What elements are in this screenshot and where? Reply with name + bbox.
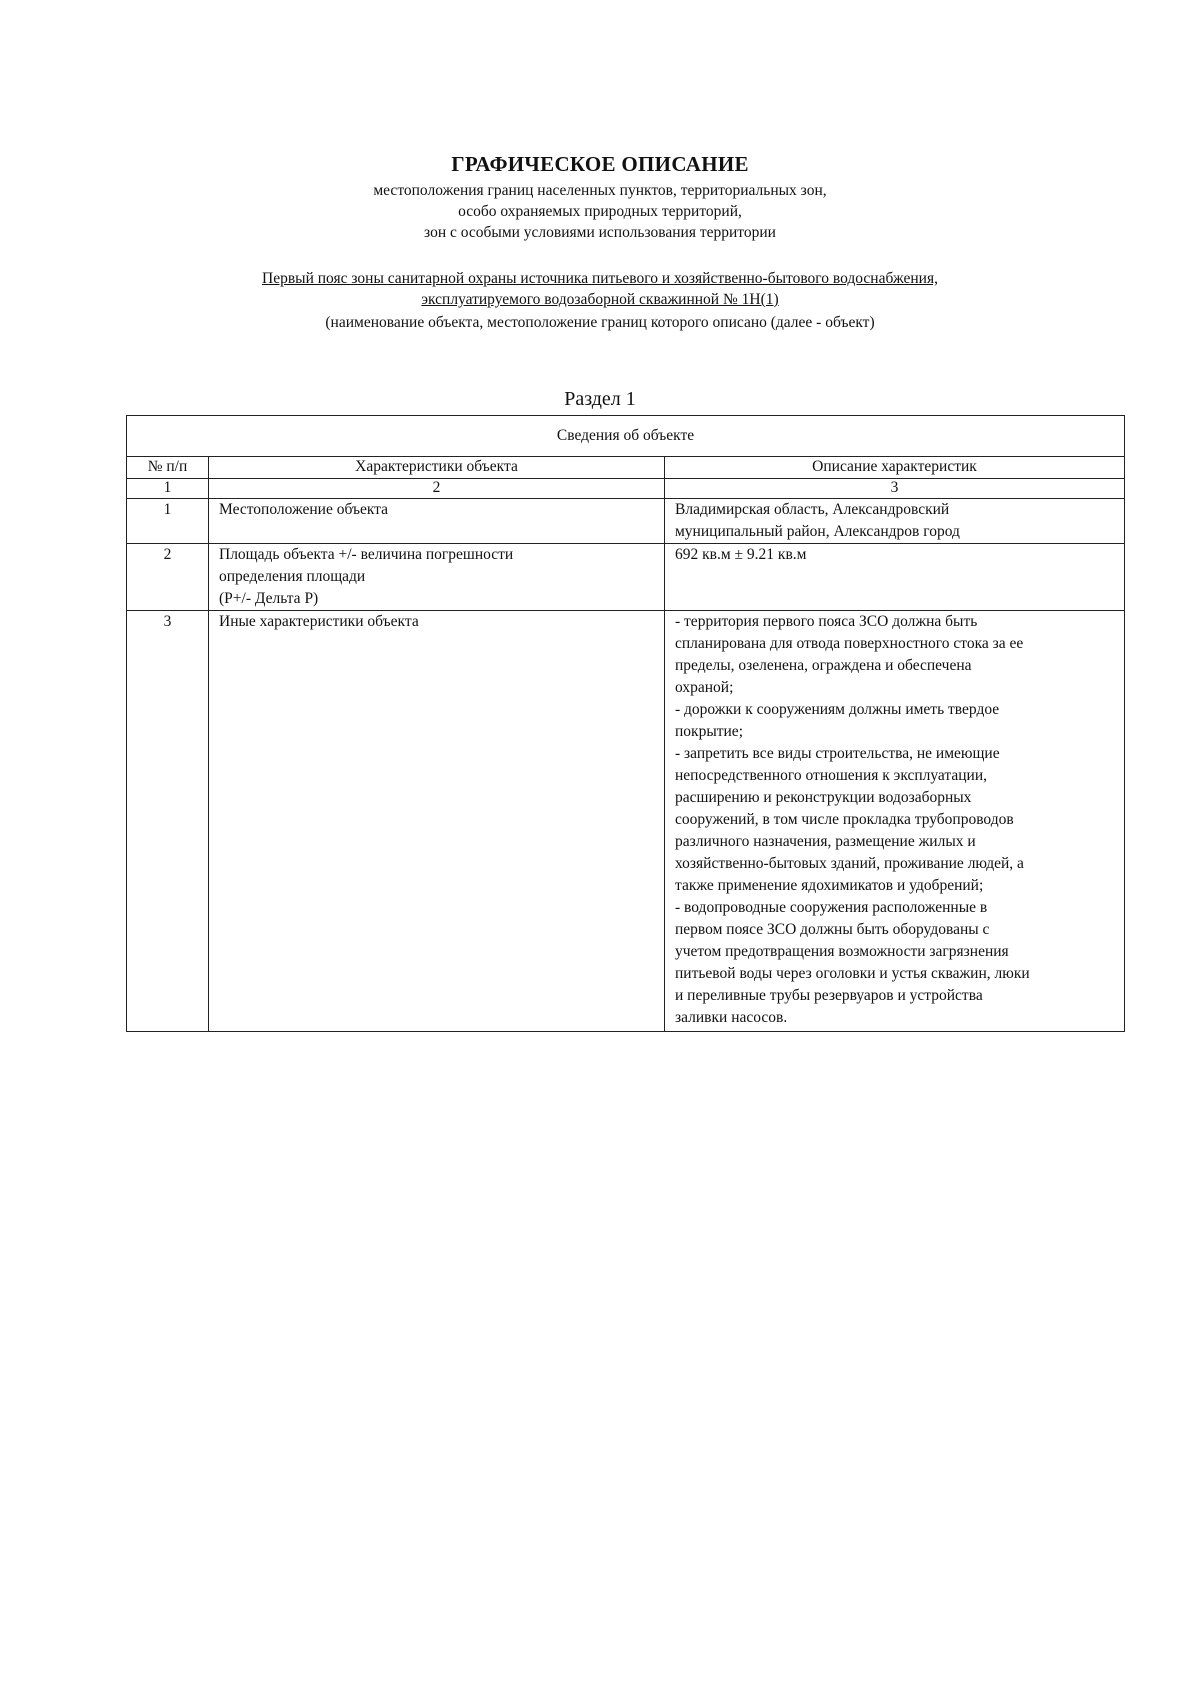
column-number-3: 3: [665, 479, 1125, 499]
object-name-text-2: эксплуатируемого водозаборной скважинной № 1Н(1): [421, 291, 779, 308]
description-line: также применение ядохимикатов и удобрений;: [675, 877, 984, 894]
characteristic-line: Площадь объекта +/- величина погрешности: [219, 546, 514, 563]
description-line: питьевой воды через оголовки и устья скважин, люки: [675, 965, 1030, 982]
description-line: - водопроводные сооружения расположенные в: [675, 899, 988, 916]
description-line: непосредственного отношения к эксплуатации,: [675, 767, 988, 784]
description-line: первом поясе ЗСО должны быть оборудованы с: [675, 921, 990, 938]
row-characteristic: [209, 544, 665, 611]
subtitle-line-1: местоположения границ населенных пунктов, территориальных зон,: [373, 182, 827, 199]
table-header: Сведения об объекте: [127, 416, 1125, 457]
description-line: - дорожки к сооружениям должны иметь твердое: [675, 701, 1000, 718]
object-name-caption: (наименование объекта, местоположение границ которого описано (далее - объект): [325, 314, 875, 331]
row-characteristic: Местоположение объекта: [209, 499, 665, 544]
description-line: расширению и реконструкции водозаборных: [675, 789, 972, 806]
description-line: различного назначения, размещение жилых и: [675, 833, 976, 850]
row-number: 3: [127, 611, 209, 1032]
description-line: спланирована для отвода поверхностного стока за ее: [675, 635, 1024, 652]
description-line: муниципальный район, Александров город: [675, 523, 960, 540]
description-line: сооружений, в том числе прокладка трубопроводов: [675, 811, 1014, 828]
object-name-line-2: [0, 289, 1200, 310]
object-name-text-1: Первый пояс зоны санитарной охраны источника питьевого и хозяйственно-бытового водоснабжения,: [262, 270, 938, 287]
row-description: [665, 611, 1125, 1032]
object-name-line-1: [0, 268, 1200, 289]
table-header-row: [127, 416, 1125, 457]
characteristic-line: определения площади: [219, 568, 366, 585]
description-line: заливки насосов.: [675, 1009, 788, 1026]
column-header-number: № п/п: [127, 457, 209, 479]
column-numbers-row: [127, 479, 1125, 499]
table-row: [127, 499, 1125, 544]
column-number-1: 1: [127, 479, 209, 499]
description-line: 692 кв.м ± 9.21 кв.м: [675, 546, 807, 563]
description-line: хозяйственно-бытовых зданий, проживание людей, а: [675, 855, 1024, 872]
column-header-description: Описание характеристик: [665, 457, 1125, 479]
characteristic-line: (Р+/- Дельта Р): [219, 590, 319, 607]
subtitle-line-2: особо охраняемых природных территорий,: [458, 203, 742, 220]
description-line: пределы, озеленена, ограждена и обеспечена: [675, 657, 972, 674]
row-description: [665, 499, 1125, 544]
document-title: ГРАФИЧЕСКОЕ ОПИСАНИЕ: [451, 152, 749, 176]
row-number: 2: [127, 544, 209, 611]
row-number: 1: [127, 499, 209, 544]
description-line: и переливные трубы резервуаров и устройства: [675, 987, 983, 1004]
table-row: [127, 611, 1125, 1032]
description-line: учетом предотвращения возможности загрязнения: [675, 943, 1009, 960]
column-number-2: 2: [209, 479, 665, 499]
subtitle-line-3: зон с особыми условиями использования территории: [424, 224, 776, 241]
row-description: [665, 544, 1125, 611]
description-line: - запретить все виды строительства, не имеющие: [675, 745, 1000, 762]
object-info-table: [126, 415, 1125, 1032]
table-row: [127, 544, 1125, 611]
description-line: Владимирская область, Александровский: [675, 501, 950, 518]
description-line: покрытие;: [675, 723, 743, 740]
section-label: Раздел 1: [564, 388, 636, 410]
description-line: - территория первого пояса ЗСО должна быть: [675, 613, 978, 630]
column-headers-row: [127, 457, 1125, 479]
row-characteristic: Иные характеристики объекта: [209, 611, 665, 1032]
column-header-characteristic: Характеристики объекта: [209, 457, 665, 479]
description-line: охраной;: [675, 679, 734, 696]
